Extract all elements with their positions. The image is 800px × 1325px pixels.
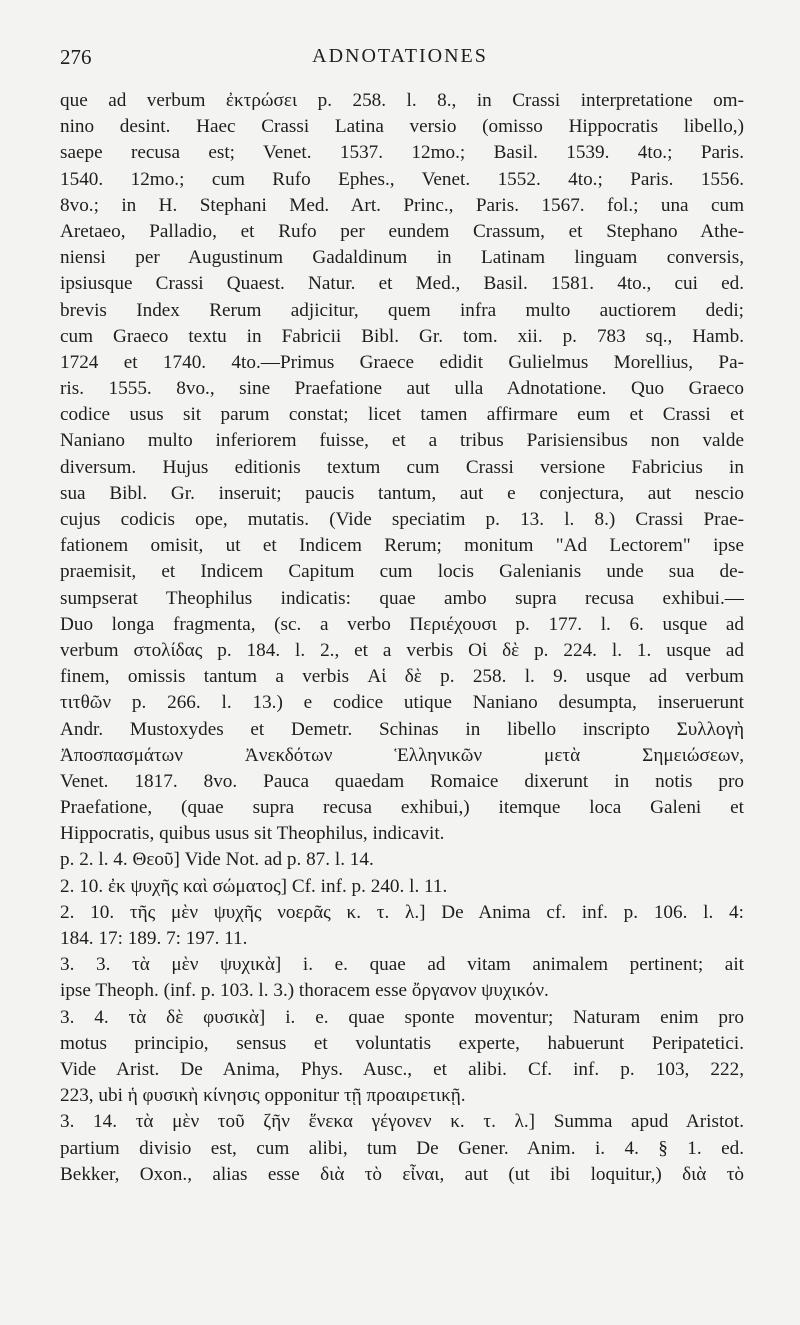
note-line: 3. 3. τὰ μὲν ψυχικὰ] i. e. quae ad vitam animalem pertinent; ait bbox=[60, 954, 744, 976]
text-line: sumpserat Theophilus indicatis: quae ambo supra recusa exhibui.— bbox=[60, 587, 744, 609]
text-line: Venet. 1817. 8vo. Pauca quaedam Romaice dixerunt in notis pro bbox=[60, 770, 744, 792]
note-line: Bekker, Oxon., alias esse διὰ τὸ εἶναι, aut (ut ibi loquitur,) διὰ τὸ bbox=[60, 1163, 744, 1185]
note-line: 184. 17: 189. 7: 197. 11. bbox=[60, 928, 248, 949]
text-line: Ἀποσπασμάτων Ἀνεκδότων Ἑλληνικῶν μετὰ Σημειώσεων, bbox=[60, 744, 744, 766]
text-line: Hippocratis, quibus usus sit Theophilus, indicavit. bbox=[60, 823, 445, 845]
note-line: motus principio, sensus et voluntatis experte, habuerunt Peripatetici. bbox=[60, 1032, 744, 1054]
text-line: fationem omisit, ut et Indicem Rerum; monitum "Ad Lectorem" ipse bbox=[60, 535, 744, 557]
page-header bbox=[60, 45, 740, 75]
text-line: cum Graeco textu in Fabricii Bibl. Gr. tom. xii. p. 783 sq., Hamb. bbox=[60, 325, 744, 347]
note-line: 3. 4. τὰ δὲ φυσικὰ] i. e. quae sponte moventur; Naturam enim pro bbox=[60, 1006, 744, 1028]
text-line: Praefatione, (quae supra recusa exhibui,) itemque loca Galeni et bbox=[60, 797, 744, 819]
text-line: praemisit, et Indicem Capitum cum locis Galenianis unde sua de- bbox=[60, 561, 744, 583]
text-line: 1540. 12mo.; cum Rufo Ephes., Venet. 1552. 4to.; Paris. 1556. bbox=[60, 168, 744, 190]
text-line: codice usus sit parum constat; licet tamen affirmare eum et Crassi et bbox=[60, 404, 744, 426]
note-line: 3. 14. τὰ μὲν τοῦ ζῆν ἕνεκα γέγονεν κ. τ. λ.] Summa apud Aristot. bbox=[60, 1111, 744, 1133]
note-line: 2. 10. ἐκ ψυχῆς καὶ σώματος] Cf. inf. p. 240. l. 11. bbox=[60, 875, 448, 897]
text-line: nino desint. Haec Crassi Latina versio (omisso Hippocratis libello,) bbox=[60, 116, 744, 138]
note-line: partium divisio est, cum alibi, tum De Gener. Anim. i. 4. § 1. ed. bbox=[60, 1137, 744, 1159]
text-line: sua Bibl. Gr. inseruit; paucis tantum, aut e conjectura, aut nescio bbox=[60, 482, 744, 504]
note-line: p. 2. l. 4. Θεοῦ] Vide Not. ad p. 87. l. 14. bbox=[60, 849, 374, 871]
text-line: 1724 et 1740. 4to.—Primus Graece edidit Gulielmus Morellius, Pa- bbox=[60, 351, 744, 373]
text-line: finem, omissis tantum a verbis Αἱ δὲ p. 258. l. 9. usque ad verbum bbox=[60, 666, 744, 688]
text-line: ipsiusque Crassi Quaest. Natur. et Med., Basil. 1581. 4to., cui ed. bbox=[60, 273, 744, 295]
page-number: 276 bbox=[60, 45, 92, 69]
text-line: que ad verbum ἐκτρώσει p. 258. l. 8., in Crassi interpretatione om- bbox=[60, 90, 744, 111]
text-line: diversum. Hujus editionis textum cum Crassi versione Fabricius in bbox=[60, 456, 744, 478]
text-line: 8vo.; in H. Stephani Med. Art. Princ., Paris. 1567. fol.; una cum bbox=[60, 194, 744, 216]
text-line: verbum στολίδας p. 184. l. 2., et a verbis Οἱ δὲ p. 224. l. 1. usque ad bbox=[60, 639, 744, 661]
text-line: cujus codicis ope, mutatis. (Vide speciatim p. 13. l. 8.) Crassi Prae- bbox=[60, 509, 744, 530]
text-line: ris. 1555. 8vo., sine Praefatione aut ulla Adnotatione. Quo Graeco bbox=[60, 378, 744, 400]
note-line: 2. 10. τῆς μὲν ψυχῆς νοερᾶς κ. τ. λ.] De Anima cf. inf. p. 106. l. 4: bbox=[60, 901, 744, 923]
text-line: brevis Index Rerum adjicitur, quem infra multo auctiorem dedi; bbox=[60, 299, 744, 321]
text-line: niensi per Augustinum Gadaldinum in Latinam linguam conversis, bbox=[60, 247, 744, 269]
note-line: 223, ubi ἡ φυσικὴ κίνησις opponitur τῇ προαιρετικῇ. bbox=[60, 1085, 466, 1107]
note-line: Vide Arist. De Anima, Phys. Ausc., et alibi. Cf. inf. p. 103, 222, bbox=[60, 1058, 744, 1080]
text-line: Aretaeo, Palladio, et Rufo per eundem Crassum, et Stephano Athe- bbox=[60, 220, 744, 242]
text-line: Andr. Mustoxydes et Demetr. Schinas in libello inscripto Συλλογὴ bbox=[60, 718, 744, 740]
text-line: Naniano multo inferiorem fuisse, et a tribus Parisiensibus non valde bbox=[60, 430, 744, 452]
text-line: τιτθῶν p. 266. l. 13.) e codice utique Naniano desumpta, inseruerunt bbox=[60, 692, 744, 714]
note-line: ipse Theoph. (inf. p. 103. l. 3.) thoracem esse ὄργανον ψυχικόν. bbox=[60, 980, 549, 1002]
text-line: Duo longa fragmenta, (sc. a verbo Περιέχουσι p. 177. l. 6. usque ad bbox=[60, 613, 744, 635]
text-line: saepe recusa est; Venet. 1537. 12mo.; Basil. 1539. 4to.; Paris. bbox=[60, 142, 744, 164]
running-head: ADNOTATIONES bbox=[312, 45, 488, 67]
body-text bbox=[60, 88, 744, 1188]
